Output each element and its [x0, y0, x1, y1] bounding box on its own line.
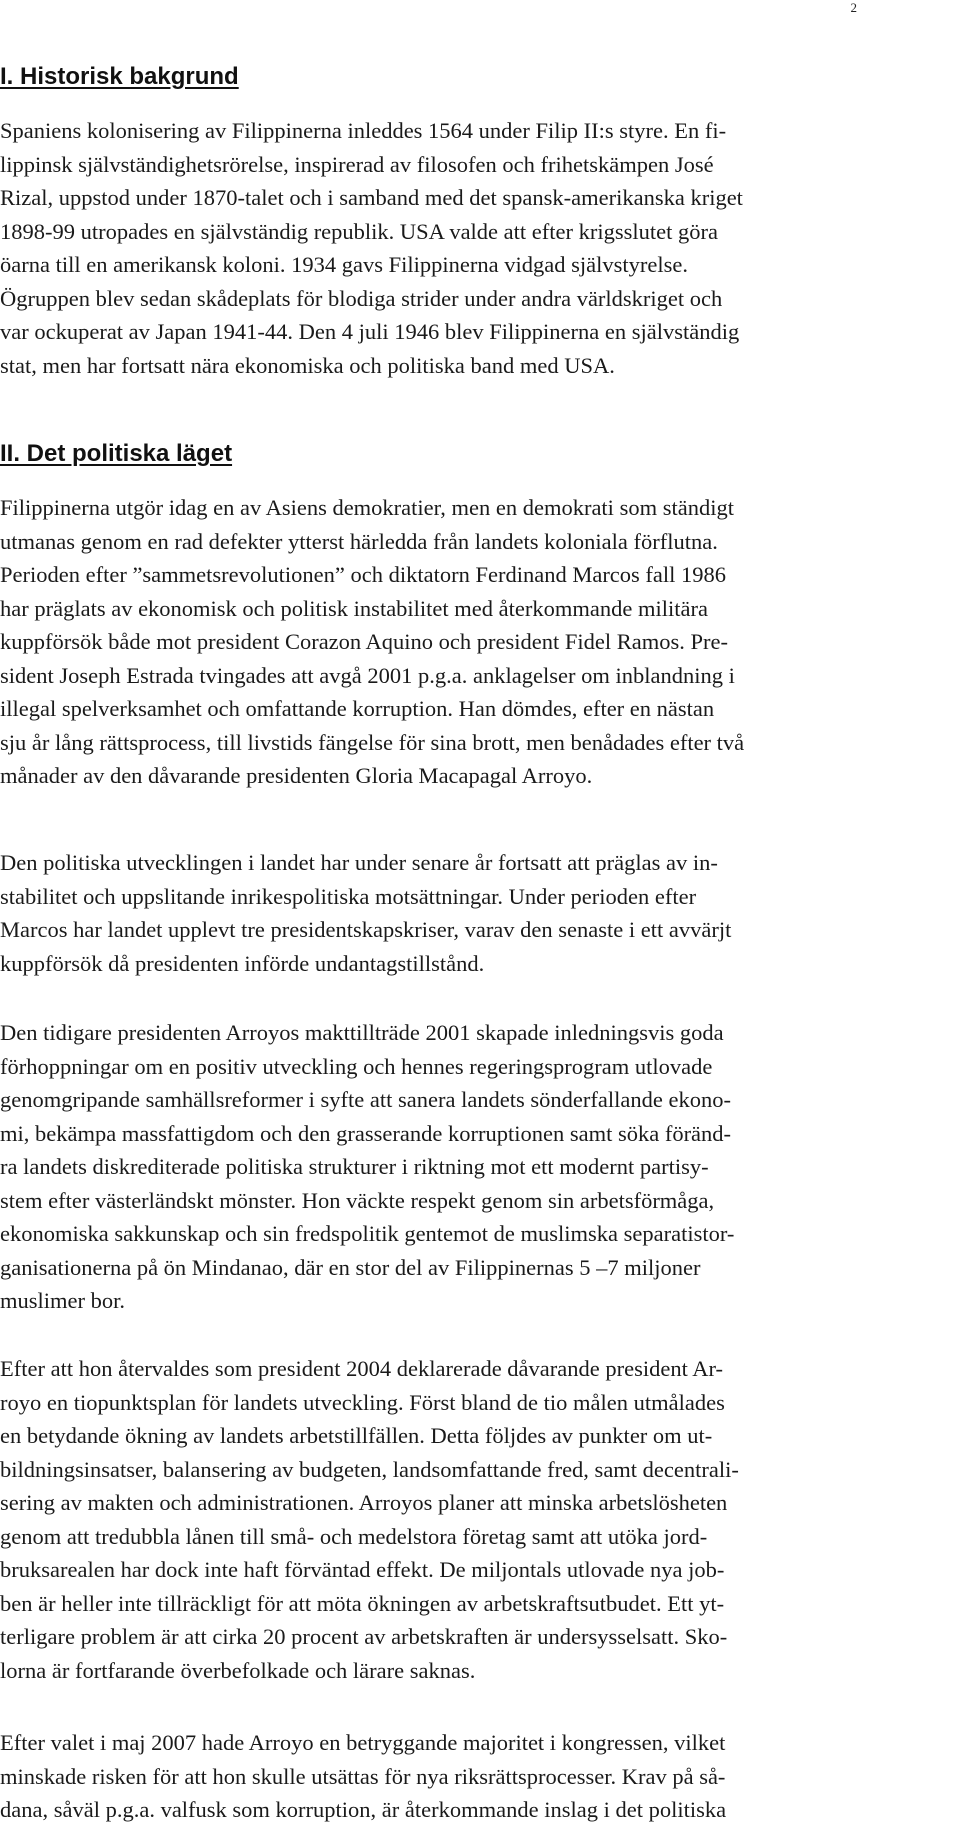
- paragraph-politiska-laget-5: [0, 1726, 955, 1827]
- text-line: Den politiska utvecklingen i landet har under senare år fortsatt att präglas av in-: [0, 850, 718, 875]
- text-line: 1898-99 utropades en självständig republik. USA valde att efter krigsslutet göra: [0, 218, 718, 244]
- text-line: genom att tredubbla lånen till små- och medelstora företag samt att utöka jord-: [0, 1523, 708, 1549]
- text-line: ben är heller inte tillräckligt för att möta ökningen av arbetskraftsutbudet. Ett yt-: [0, 1590, 725, 1616]
- text-line: sering av makten och administrationen. Arroyos planer att minska arbetslösheten: [0, 1490, 728, 1515]
- text-line: ekonomiska sakkunskap och sin fredspolitik gentemot de muslimska separatistor-: [0, 1221, 735, 1246]
- text-line: Ögruppen blev sedan skådeplats för blodiga strider under andra världskriget och: [0, 285, 723, 311]
- text-line: muslimer bor.: [0, 1288, 125, 1313]
- text-line: ra landets diskrediterade politiska strukturer i riktning mot ett modernt partisy-: [0, 1154, 709, 1179]
- paragraph-politiska-laget-4: [0, 1352, 955, 1687]
- section-heading-historisk-bakgrund: I. Historisk bakgrund: [0, 63, 239, 90]
- text-line: månader av den dåvarande presidenten Gloria Macapagal Arroyo.: [0, 763, 593, 788]
- paragraph-politiska-laget-1: [0, 491, 955, 793]
- text-line: ganisationerna på ön Mindanao, där en stor del av Filippinernas 5 –7 miljoner: [0, 1254, 701, 1280]
- text-line: en betydande ökning av landets arbetstillfällen. Detta följdes av punkter om ut-: [0, 1423, 713, 1448]
- text-line: förhoppningar om en positiv utveckling och hennes regeringsprogram utlovade: [0, 1053, 713, 1079]
- text-line: har präglats av ekonomisk och politisk instabilitet med återkommande militära: [0, 595, 708, 621]
- text-line: öarna till en amerikansk koloni. 1934 gavs Filippinerna vidgad självstyrelse.: [0, 252, 688, 277]
- text-line: genomgripande samhällsreformer i syfte att sanera landets sönderfallande ekono-: [0, 1087, 731, 1112]
- text-line: Filippinerna utgör idag en av Asiens demokratier, men en demokrati som ständigt: [0, 495, 734, 520]
- text-line: lorna är fortfarande överbefolkade och lärare saknas.: [0, 1657, 476, 1683]
- text-line: mi, bekämpa massfattigdom och den grasserande korruptionen samt söka föränd-: [0, 1120, 732, 1146]
- text-line: minskade risken för att hon skulle utsättas för nya riksrättsprocesser. Krav på så-: [0, 1763, 726, 1789]
- text-line: sident Joseph Estrada tvingades att avgå 2001 p.g.a. anklagelser om inblandning i: [0, 662, 735, 688]
- paragraph-politiska-laget-3: [0, 1016, 955, 1318]
- text-line: Marcos har landet upplevt tre presidentskapskriser, varav den senaste i ett avvärjt: [0, 917, 732, 942]
- paragraph-politiska-laget-2: [0, 846, 955, 980]
- text-line: Efter att hon återvaldes som president 2004 deklarerade dåvarande president Ar-: [0, 1356, 724, 1381]
- text-line: royo en tiopunktsplan för landets utveckling. Först bland de tio målen utmålades: [0, 1389, 725, 1415]
- text-line: Den tidigare presidenten Arroyos makttillträde 2001 skapade inledningsvis goda: [0, 1020, 724, 1045]
- text-line: sju år lång rättsprocess, till livstids fängelse för sina brott, men benådades efter två: [0, 729, 745, 755]
- text-line: Perioden efter ”sammetsrevolutionen” och diktatorn Ferdinand Marcos fall 1986: [0, 562, 727, 587]
- text-line: Rizal, uppstod under 1870-talet och i samband med det spansk-amerikanska kriget: [0, 185, 743, 210]
- text-line: stabilitet och uppslitande inrikespolitiska motsättningar. Under perioden efter: [0, 883, 697, 909]
- text-line: Spaniens kolonisering av Filippinerna inleddes 1564 under Filip II:s styre. En fi-: [0, 118, 727, 143]
- text-line: stat, men har fortsatt nära ekonomiska och politiska band med USA.: [0, 352, 615, 378]
- text-line: terligare problem är att cirka 20 procent av arbetskraften är undersysselsatt. Sko-: [0, 1624, 728, 1649]
- text-line: bruksarealen har dock inte haft förväntad effekt. De miljontals utlovade nya job-: [0, 1557, 725, 1582]
- text-line: Efter valet i maj 2007 hade Arroyo en betryggande majoritet i kongressen, vilket: [0, 1730, 726, 1755]
- text-line: lippinsk självständighetsrörelse, inspirerad av filosofen och frihetskämpen José: [0, 151, 714, 177]
- text-line: illegal spelverksamhet och omfattande korruption. Han dömdes, efter en nästan: [0, 696, 715, 721]
- section-heading-politiska-laget: II. Det politiska läget: [0, 440, 233, 467]
- page-number: 2: [850, 0, 857, 15]
- text-line: kuppförsök både mot president Corazon Aquino och president Fidel Ramos. Pre-: [0, 629, 728, 654]
- text-line: bildningsinsatser, balansering av budgeten, landsomfattande fred, samt decentrali-: [0, 1456, 739, 1482]
- text-line: var ockuperat av Japan 1941-44. Den 4 juli 1946 blev Filippinerna en självständig: [0, 319, 740, 344]
- text-line: kuppförsök då presidenten införde undantagstillstånd.: [0, 950, 485, 976]
- text-line: dana, såväl p.g.a. valfusk som korruption, är återkommande inslag i det politiska: [0, 1797, 727, 1822]
- text-line: utmanas genom en rad defekter ytterst härledda från landets koloniala förflutna.: [0, 528, 718, 554]
- text-line: stem efter västerländskt mönster. Hon väckte respekt genom sin arbetsförmåga,: [0, 1187, 715, 1213]
- paragraph-historisk-bakgrund: [0, 114, 955, 382]
